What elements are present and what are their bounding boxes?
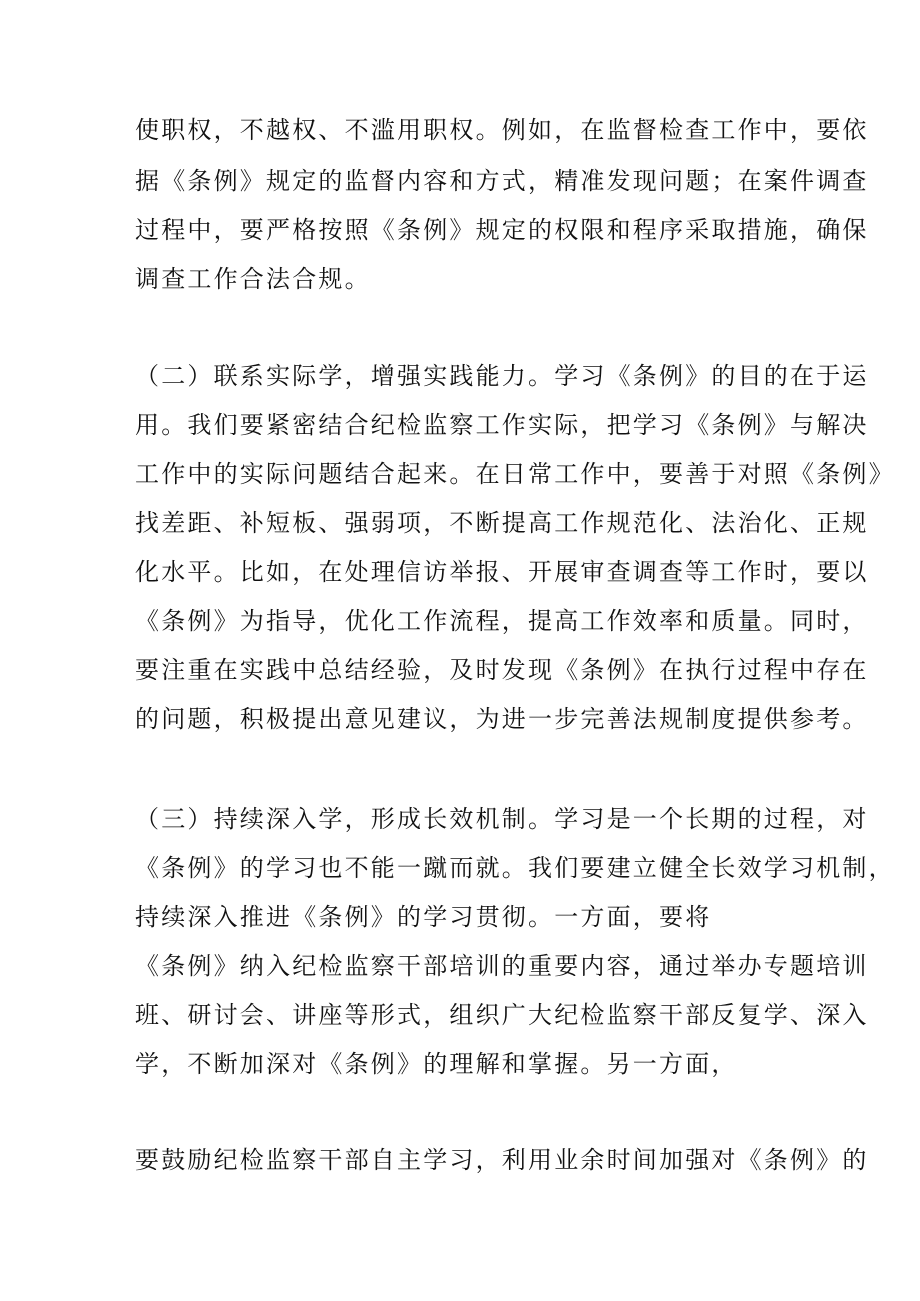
text-line: （三）持续深入学，形成长效机制。学习是一个长期的过程，对 — [135, 805, 869, 833]
text-line: 《条例》为指导，优化工作流程，提高工作效率和质量。同时， — [135, 607, 869, 635]
text-line: 要鼓励纪检监察干部自主学习，利用业余时间加强对《条例》的 — [135, 1146, 869, 1174]
text-line: 要注重在实践中总结经验，及时发现《条例》在执行过程中存在 — [135, 656, 869, 684]
text-line: 班、研讨会、讲座等形式，组织广大纪检监察干部反复学、深入 — [135, 1001, 869, 1029]
text-line: 使职权，不越权、不滥用职权。例如，在监督检查工作中，要依 — [135, 116, 869, 144]
text-line: 过程中，要严格按照《条例》规定的权限和程序采取措施，确保 — [135, 216, 869, 244]
text-line: 用。我们要紧密结合纪检监察工作实际，把学习《条例》与解决 — [135, 411, 869, 439]
text-line: 找差距、补短板、强弱项，不断提高工作规范化、法治化、正规 — [135, 509, 869, 537]
text-line: 《条例》纳入纪检监察干部培训的重要内容，通过举办专题培训 — [135, 952, 869, 980]
text-line: 持续深入推进《条例》的学习贯彻。一方面，要将 — [135, 903, 712, 931]
text-line: 化水平。比如，在处理信访举报、开展审查调查等工作时，要以 — [135, 558, 869, 586]
text-line: 调查工作合法合规。 — [135, 265, 371, 293]
text-line: （二）联系实际学，增强实践能力。学习《条例》的目的在于运 — [135, 362, 869, 390]
text-line: 学，不断加深对《条例》的理解和掌握。另一方面， — [135, 1050, 738, 1078]
text-line: 据《条例》规定的监督内容和方式，精准发现问题；在案件调查 — [135, 167, 869, 195]
text-line: 工作中的实际问题结合起来。在日常工作中，要善于对照《条例》 — [135, 460, 895, 488]
text-line: 《条例》的学习也不能一蹴而就。我们要建立健全长效学习机制， — [135, 854, 895, 882]
text-line: 的问题，积极提出意见建议，为进一步完善法规制度提供参考。 — [135, 705, 869, 733]
